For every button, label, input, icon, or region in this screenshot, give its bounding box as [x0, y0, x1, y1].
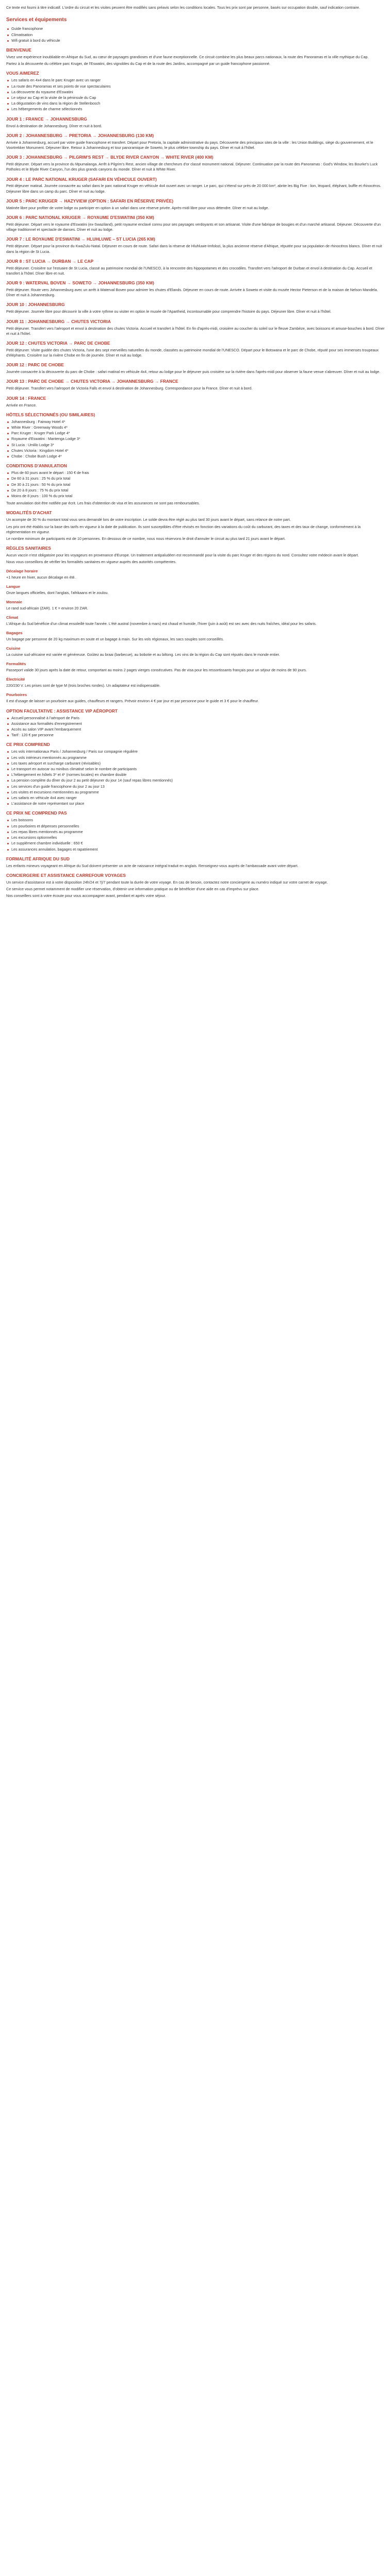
- list-item: Les safaris en véhicule 4x4 avec ranger: [6, 795, 385, 801]
- day-title: JOUR 1 : FRANCE → JOHANNESBURG: [6, 116, 87, 122]
- prix-comprend-list: [6, 749, 385, 806]
- list-item: Les vols internationaux Paris / Johannesburg / Paris sur compagnie régulière: [6, 749, 385, 754]
- day-title: JOUR 5 : PARC KRUGER → HAZYVIEW (OPTION : SAFARI EN RÉSERVE PRIVÉE): [6, 198, 174, 204]
- concierge-title: CONCIERGERIE ET ASSISTANCE CARREFOUR VOYAGES: [6, 872, 126, 878]
- climat-title: Climat: [6, 615, 19, 620]
- paragraph: Ce service vous permet notamment de modifier une réservation, d'obtenir une information pratique ou de bénéficier d'une aide en cas d'imprévu sur place.: [6, 887, 259, 891]
- list-item: Les pourboires et dépenses personnelles: [6, 824, 385, 829]
- day-text: Petit déjeuner. Transfert vers l'aéroport de Victoria Falls et envol à destination de Johannesburg. Correspondance pour la France. Dîner et nuit à bord.: [6, 386, 253, 391]
- monnaie-text: Le rand sud-africain (ZAR). 1 € = environ 20 ZAR.: [6, 606, 88, 611]
- day-text: Petit déjeuner. Départ vers la province du Mpumalanga. Arrêt à Pilgrim's Rest, ancien village de chercheurs d'or classé monument national. Déjeuner. Continuation par la route des Panoramas : God's Window, les Bourke's Luck Potholes et le Blyde River Canyon, l'un des plus grands canyons du monde. Dîner et nuit à White River.: [6, 162, 378, 172]
- hotels-list: [6, 419, 385, 460]
- list-item: Les services d'un guide francophone du jour 2 au jour 13: [6, 784, 385, 789]
- day-title: JOUR 7 : LE ROYAUME D'ESWATINI → HLUHLUWE – ST LUCIA (265 KM): [6, 236, 155, 242]
- langue-text: Onze langues officielles, dont l'anglais, l'afrikaans et le zoulou.: [6, 590, 109, 596]
- day-text: Petit déjeuner. Croisière sur l'estuaire de St Lucia, classé au patrimoine mondial de l'UNESCO, à la rencontre des hippopotames et des crocodiles. Transfert vers l'aéroport de Durban et envol à destination du Cap. Accueil et transfert à l'hôtel. Dîner libre et nuit.: [6, 265, 372, 276]
- list-item: Les excursions optionnelles: [6, 835, 385, 840]
- day-text: Petit déjeuner. Départ pour la province du KwaZulu-Natal. Déjeuner en cours de route. Safari dans la réserve de Hluhluwe-Imfolozi, la plus ancienne réserve d'Afrique, réputée pour sa population de rhinocéros blancs. Dîner et nuit dans la région de St Lucia.: [6, 244, 382, 254]
- list-item: Parc Kruger : Kruger Park Lodge 4*: [6, 431, 385, 436]
- monnaie-title: Monnaie: [6, 599, 22, 604]
- list-item: Le transport en autocar ou minibus climatisé selon le nombre de participants: [6, 767, 385, 772]
- formalites-text: Passeport valide 30 jours après la date de retour, comportant au moins 2 pages vierges consécutives. Pas de visa pour les ressortissants français pour un séjour de moins de 90 jours.: [6, 668, 307, 673]
- bienvenue-title: BIENVENUE: [6, 47, 31, 53]
- list-item: La route des Panoramas et ses points de vue spectaculaires: [6, 84, 385, 89]
- day-text: Petit déjeuner matinal. Journée consacrée au safari dans le parc national Kruger en véhicule 4x4 ouvert avec un ranger. Le parc, qui s'étend sur près de 20 000 km², abrite les Big Five : lion, léopard, éléphant, buffle et rhinocéros. Déjeuner libre dans un camp du parc. Dîner et nuit au lodge.: [6, 183, 381, 194]
- list-item: Climatisation: [6, 32, 385, 38]
- list-item: St Lucia : Umlilo Lodge 3*: [6, 443, 385, 448]
- option-title: OPTION FACULTATIVE : ASSISTANCE VIP AÉROPORT: [6, 708, 118, 714]
- conditions-list: [6, 470, 385, 499]
- modalites-title: MODALITÉS D'ACHAT: [6, 510, 52, 516]
- formalites-title: Formalités: [6, 661, 26, 666]
- climat-text: L'Afrique du Sud bénéficie d'un climat ensoleillé toute l'année. L'été austral (novembre à mars) est chaud et humide, l'hiver (juin à août) est sec avec des nuits fraîches, idéal pour les safaris.: [6, 621, 317, 626]
- conditions-title: CONDITIONS D'ANNULATION: [6, 463, 67, 469]
- day-text: Petit déjeuner. Journée libre pour découvrir la ville à votre rythme ou visiter en option le musée de l'Apartheid, incontournable pour comprendre l'histoire du pays. Déjeuner libre. Dîner et nuit à l'hôtel.: [6, 309, 332, 314]
- list-item: Plus de 60 jours avant le départ : 150 € de frais: [6, 470, 385, 476]
- list-item: La pension complète du dîner du jour 2 au petit déjeuner du jour 14 (sauf repas libres mentionnés): [6, 778, 385, 783]
- pourboires-text: Il est d'usage de laisser un pourboire aux guides, chauffeurs et rangers. Prévoir environ 4 € par jour et par personne pour le guide et 3 € pour le chauffeur.: [6, 699, 259, 704]
- day-text: Journée consacrée à la découverte du parc de Chobe : safari matinal en véhicule 4x4, retour au lodge pour le déjeuner puis croisière sur la rivière dans l'après-midi pour observer la faune venue s'abreuver. Dîner et nuit au lodge.: [6, 369, 381, 375]
- list-item: Assistance aux formalités d'enregistrement: [6, 721, 385, 726]
- day-text: Arrivée à Johannesburg, accueil par votre guide francophone et transfert. Départ pour Pretoria, la capitale administrative du pays. Découverte des principaux sites de la ville : les Union Buildings, siège du gouvernement, et le Voortrekker Monument. Déjeuner libre. Retour à Johannesburg et tour panoramique de Soweto, le plus célèbre township du pays. Dîner et nuit à l'hôtel.: [6, 140, 373, 150]
- list-item: De 60 à 31 jours : 25 % du prix total: [6, 476, 385, 481]
- electricite-title: Électricité: [6, 676, 25, 682]
- formalite-sud-text: Les enfants mineurs voyageant en Afrique du Sud doivent présenter un acte de naissance intégral traduit en anglais. Renseignez-vous auprès de l'ambassade avant votre départ.: [6, 863, 299, 868]
- day-title: JOUR 14 : FRANCE: [6, 395, 46, 401]
- list-item: Accès au salon VIP avant l'embarquement: [6, 727, 385, 732]
- paragraph: Vivez une expérience inoubliable en Afrique du Sud, au cœur de paysages grandioses et d'une faune exceptionnelle. Ce circuit combine les plus beaux parcs nationaux, la route des Panoramas et la ville mythique du Cap.: [6, 54, 369, 59]
- day-title: JOUR 9 : WATERVAL BOVEN → SOWETO → JOHANNESBURG (350 KM): [6, 280, 154, 286]
- list-item: Guide francophone: [6, 26, 385, 31]
- page: [6, 5, 385, 899]
- langue-title: Langue: [6, 584, 21, 589]
- prix-ne-comprend-list: [6, 818, 385, 852]
- list-item: Chutes Victoria : Kingdom Hotel 4*: [6, 448, 385, 453]
- regles-title: RÈGLES SANITAIRES: [6, 546, 51, 551]
- list-item: Chobe : Chobe Bush Lodge 4*: [6, 454, 385, 459]
- day-title: JOUR 4 : LE PARC NATIONAL KRUGER (SAFARI EN VÉHICULE OUVERT): [6, 176, 157, 182]
- day-title: JOUR 13 : PARC DE CHOBE → CHUTES VICTORIA → JOHANNESBURG → FRANCE: [6, 379, 178, 384]
- list-item: Accueil personnalisé à l'aéroport de Paris: [6, 716, 385, 721]
- cuisine-title: Cuisine: [6, 646, 21, 651]
- bagages-title: Bagages: [6, 630, 23, 635]
- list-item: La découverte du royaume d'Eswatini: [6, 90, 385, 95]
- conditions-note: Toute annulation doit être notifiée par écrit. Les frais d'obtention de visa et les assurances ne sont pas remboursables.: [6, 501, 200, 506]
- list-item: La dégustation de vins dans la région de Stellenbosch: [6, 101, 385, 106]
- list-item: Tarif : 120 € par personne: [6, 733, 385, 738]
- list-item: Les hébergements de charme sélectionnés: [6, 107, 385, 112]
- pourboires-title: Pourboires: [6, 692, 27, 697]
- list-item: Le supplément chambre individuelle : 650 €: [6, 841, 385, 846]
- decalage-text: +1 heure en hiver, aucun décalage en été.: [6, 575, 76, 580]
- paragraph: Aucun vaccin n'est obligatoire pour les voyageurs en provenance d'Europe. Un traitement antipaludéen est recommandé pour la visite du parc Kruger et des régions du nord. Consultez votre médecin avant le départ.: [6, 553, 359, 558]
- list-item: Le séjour au Cap et la visite de la péninsule du Cap: [6, 95, 385, 100]
- list-item: De 20 à 8 jours : 75 % du prix total: [6, 488, 385, 493]
- list-item: L'hébergement en hôtels 3* et 4* (normes locales) en chambre double: [6, 772, 385, 777]
- list-item: L'assistance de notre représentant sur place: [6, 801, 385, 806]
- day-text: Petit déjeuner. Transfert vers l'aéroport et envol à destination des chutes Victoria. Accueil et transfert à l'hôtel. En fin d'après-midi, croisière au coucher du soleil sur le fleuve Zambèze, avec boissons et amuse-bouches à bord. Dîner et nuit à l'hôtel.: [6, 326, 385, 336]
- itinerary: [6, 116, 385, 408]
- list-item: Les vols intérieurs mentionnés au programme: [6, 755, 385, 760]
- paragraph: Le nombre minimum de participants est de 10 personnes. En dessous de ce nombre, nous nous réservons le droit d'annuler le circuit au plus tard 21 jours avant le départ.: [6, 536, 286, 541]
- day-title: JOUR 12 : CHUTES VICTORIA → PARC DE CHOBE: [6, 340, 110, 346]
- list-item: Wifi gratuit à bord du véhicule: [6, 38, 385, 43]
- day-title: JOUR 8 : ST LUCIA → DURBAN → LE CAP: [6, 258, 94, 264]
- day-text: Petit déjeuner. Route vers Johannesburg avec un arrêt à Waterval Boven pour admirer les chutes d'Elands. Déjeuner en cours de route. Arrivée à Soweto et visite du musée Hector Pieterson et de la maison de Nelson Mandela. Dîner et nuit à Johannesburg.: [6, 287, 378, 298]
- day-title: JOUR 12 : PARC DE CHOBE: [6, 362, 64, 368]
- list-item: Les taxes aéroport et surcharge carburant (révisables): [6, 761, 385, 766]
- list-item: Les repas libres mentionnés au programme: [6, 829, 385, 835]
- day-title: JOUR 6 : PARC NATIONAL KRUGER → ROYAUME D'ESWATINI (350 KM): [6, 215, 154, 221]
- list-item: Les boissons: [6, 818, 385, 823]
- decalage-title: Décalage horaire: [6, 568, 38, 573]
- list-item: Les safaris en 4x4 dans le parc Kruger avec un ranger: [6, 78, 385, 83]
- day-text: Petit déjeuner. Visite guidée des chutes Victoria, l'une des sept merveilles naturelles du monde, classées au patrimoine mondial de l'UNESCO. Départ pour le Botswana et le parc de Chobe, réputé pour ses immenses troupeaux d'éléphants. Croisière sur la rivière Chobe en fin de journée. Dîner et nuit au lodge.: [6, 347, 379, 358]
- prix-ne-comprend-title: CE PRIX NE COMPREND PAS: [6, 810, 67, 816]
- services-title: Services et équipements: [6, 17, 67, 23]
- paragraph: Partez à la découverte du célèbre parc Kruger, de l'Eswatini, des vignobles du Cap et de la route des Jardins, accompagné par un guide francophone passionné.: [6, 61, 271, 66]
- day-title: JOUR 3 : JOHANNESBURG → PILGRIM'S REST → BLYDE RIVER CANYON → WHITE RIVER (400 KM): [6, 155, 214, 160]
- paragraph: Nos conseillers sont à votre écoute pour vous accompagner avant, pendant et après votre séjour.: [6, 893, 166, 899]
- inclus-list: [6, 78, 385, 112]
- list-item: Moins de 8 jours : 100 % du prix total: [6, 494, 385, 499]
- list-item: Les assurances annulation, bagages et rapatriement: [6, 847, 385, 852]
- list-item: Johannesburg : Fairway Hotel 4*: [6, 419, 385, 425]
- electricite-text: 220/230 V. Les prises sont de type M (trois broches rondes). Un adaptateur est indispensable.: [6, 683, 160, 688]
- day-title: JOUR 2 : JOHANNESBURG → PRETORIA → JOHANNESBURG (130 KM): [6, 132, 154, 138]
- paragraph: Un service d'assistance est à votre disposition 24h/24 et 7j/7 pendant toute la durée de votre voyage. En cas de besoin, contactez notre conciergerie au numéro indiqué sur votre carnet de voyage.: [6, 879, 328, 885]
- services-list: [6, 26, 385, 43]
- list-item: Les visites et excursions mentionnées au programme: [6, 790, 385, 795]
- day-text: Matinée libre pour profiter de votre lodge ou participer en option à un safari dans une réserve privée. Après-midi libre pour vous détendre. Dîner et nuit au lodge.: [6, 205, 269, 210]
- list-item: Royaume d'Eswatini : Mantenga Lodge 3*: [6, 436, 385, 442]
- prix-comprend-title: CE PRIX COMPREND: [6, 742, 50, 748]
- inclus-title: VOUS AIMEREZ: [6, 71, 39, 76]
- day-text: Envol à destination de Johannesburg. Dîner et nuit à bord.: [6, 123, 102, 128]
- paragraph: Nous vous conseillons de vérifier les formalités sanitaires en vigueur auprès des autorités compétentes.: [6, 560, 176, 565]
- intro-text: Ce texte est fourni à titre indicatif. L'ordre du circuit et les visites peuvent être modifiés sans préavis selon les conditions locales. Tous les prix sont par personne, basés sur occupation double, sauf indication contraire.: [6, 5, 361, 10]
- day-text: Arrivée en France.: [6, 402, 37, 408]
- day-title: JOUR 11 : JOHANNESBURG → CHUTES VICTORIA: [6, 318, 111, 324]
- hotels-title: HÔTELS SÉLECTIONNÉS (OU SIMILAIRES): [6, 412, 95, 417]
- paragraph: Les prix ont été établis sur la base des tarifs en vigueur à la date de publication. Ils sont susceptibles d'être révisés en fonction des variations du coût du carburant, des taxes et des taux de change, conformément à la réglementation en vigueur.: [6, 524, 361, 534]
- bagages-text: Un bagage par personne de 20 kg maximum en soute et un bagage à main. Sur les vols régionaux, les sacs souples sont conseillés.: [6, 637, 224, 642]
- list-item: De 30 à 21 jours : 50 % du prix total: [6, 482, 385, 487]
- paragraph: Un acompte de 30 % du montant total vous sera demandé lors de votre inscription. Le solde devra être réglé au plus tard 30 jours avant le départ, sans relance de notre part.: [6, 517, 291, 522]
- day-text: Petit déjeuner. Départ vers le royaume d'Eswatini (ex-Swaziland), petit royaume enclavé connu pour ses paysages verdoyants et son artisanat. Visite d'une fabrique de bougies et d'un marché artisanal. Déjeuner. Découverte d'un village traditionnel et spectacle de danses. Dîner et nuit au lodge.: [6, 222, 381, 232]
- cuisine-text: La cuisine sud-africaine est variée et généreuse. Goûtez au braai (barbecue), au bobotie et au biltong. Les vins de la région du Cap sont réputés dans le monde entier.: [6, 652, 280, 657]
- option-list: [6, 716, 385, 738]
- day-title: JOUR 10 : JOHANNESBURG: [6, 302, 65, 308]
- formalite-sud-title: FORMALITÉ AFRIQUE DU SUD: [6, 856, 70, 861]
- list-item: White River : Greenway Woods 4*: [6, 425, 385, 430]
